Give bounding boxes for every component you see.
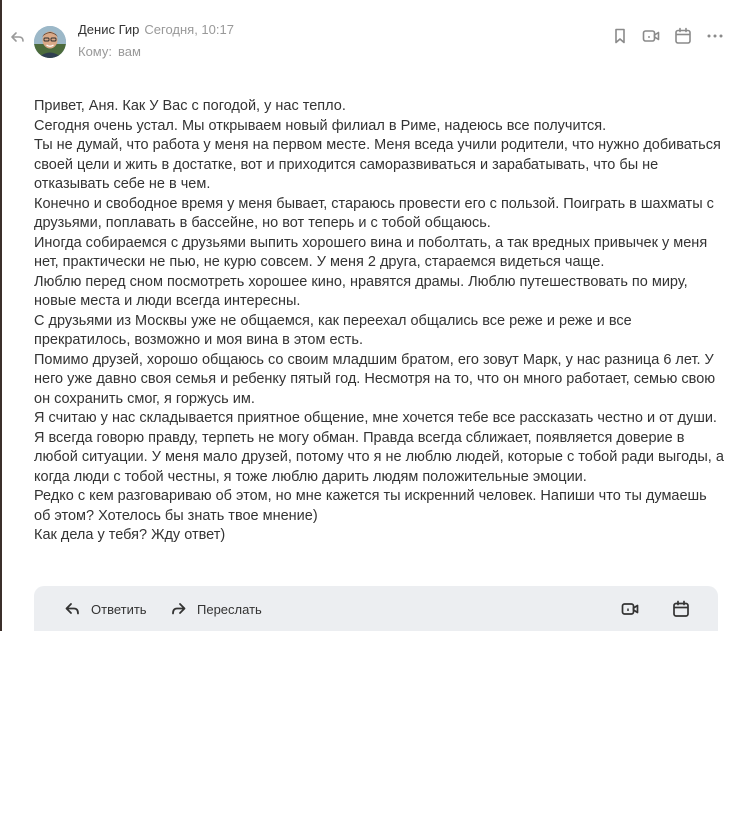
video-call-icon[interactable] xyxy=(641,26,661,46)
message-paragraph: С друзьями из Москвы уже не общаемся, как переехал общались все реже и реже и все прекратилось, возможно и моя вина в этом есть. xyxy=(34,312,632,348)
message-paragraph: Иногда собираемся с друзьями выпить хорошего вина и поболтать, а так вредных привычек у меня нет, практически не пью, не курю совсем. У меня 2 друга, стараемся видеться чаще. xyxy=(34,234,708,270)
bookmark-icon[interactable] xyxy=(610,26,630,46)
message-paragraph: Конечно и свободное время у меня бывает, стараюсь провести его с пользой. Поиграть в шахматы с друзьями, поплавать в бассейне, но вот теперь и с тобой общаюсь. xyxy=(34,195,714,231)
header-actions xyxy=(610,26,730,46)
video-call-icon[interactable] xyxy=(620,599,640,619)
message-paragraph: Как дела у тебя? Жду ответ) xyxy=(34,527,226,543)
sent-time: Сегодня, 10:17 xyxy=(144,22,234,37)
calendar-icon[interactable] xyxy=(673,26,693,46)
reply-icon xyxy=(64,600,82,618)
reply-label: Ответить xyxy=(91,601,147,617)
sender-name[interactable]: Денис Гир xyxy=(78,22,140,37)
message-paragraph: Помимо друзей, хорошо общаюсь со своим младшим братом, его зовут Марк, у нас разница 6 лет. У него уже давно своя семья и ребенку пятый год. Несмотря на то, что он много работает, семью свою он сохранить смог, я горжусь им. xyxy=(34,351,716,407)
message-paragraph: Ты не думай, что работа у меня на первом месте. Меня вседа учили родители, что нужно добиваться своей цели и жить в достатке, вот и приходится саморазвиваться и зарабатывать, что бы не отказывать себе не в чем. xyxy=(34,137,721,192)
message-paragraph: Я считаю у нас складывается приятное общение, мне хочется тебе все рассказать честно и от души. Я всегда говорю правду, терпеть не могу обман. Правда всегда сближает, появляется доверие в любой ситуации. У меня мало друзей, потому что я не люблю людей, которые с тобой ради выгоды, а когда люди с тобой честны, я тоже люблю дарить людям положительные эмоции. xyxy=(34,410,724,485)
forward-icon xyxy=(170,600,188,618)
message-body xyxy=(34,97,724,546)
message-paragraph: Люблю перед сном посмотреть хорошее кино, нравятся драмы. Люблю путешествовать по миру, новые места и люди всегда интересны. xyxy=(34,273,688,309)
recipient-line xyxy=(78,44,141,59)
message-paragraph: Привет, Аня. Как У Вас с погодой, у нас тепло. xyxy=(34,98,346,114)
message-paragraph: Сегодня очень устал. Мы открываем новый филиал в Риме, надеюсь все получится. xyxy=(34,117,607,134)
back-arrow-icon[interactable] xyxy=(10,29,26,45)
calendar-icon[interactable] xyxy=(671,599,691,619)
left-border xyxy=(0,0,2,631)
sender-line xyxy=(78,22,234,37)
avatar-photo xyxy=(34,26,66,58)
avatar[interactable] xyxy=(34,26,66,58)
forward-button[interactable] xyxy=(170,599,262,619)
reply-button[interactable] xyxy=(64,599,147,619)
to-label: Кому: xyxy=(78,44,112,59)
forward-label: Переслать xyxy=(197,601,262,617)
to-value[interactable]: вам xyxy=(118,44,141,59)
footer-action-bar xyxy=(34,586,718,631)
more-icon[interactable] xyxy=(705,26,725,46)
message-paragraph: Редко с кем разговариваю об этом, но мне кажется ты искренний человек. Напиши что ты думаешь об этом? Хотелось бы знать твое мнение) xyxy=(34,488,707,524)
